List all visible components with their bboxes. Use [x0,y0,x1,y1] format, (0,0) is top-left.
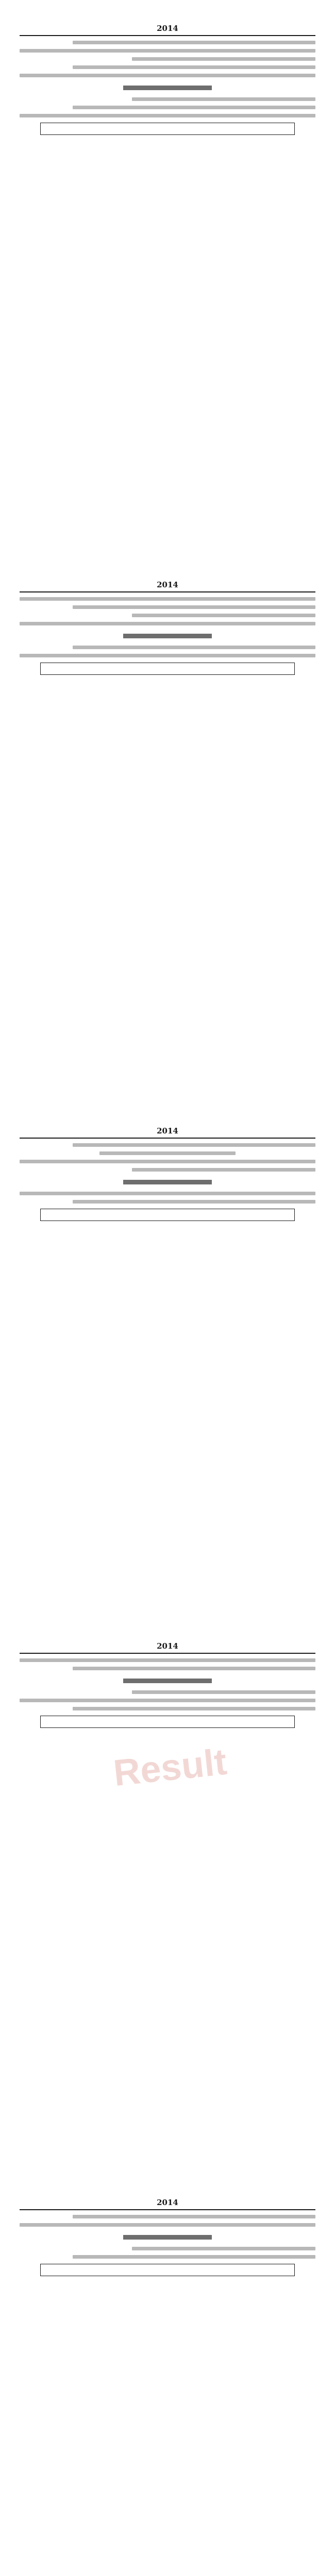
section-subheading [123,1180,212,1184]
section-subheading [123,86,212,90]
divider [20,591,315,592]
session-heading: 2014 [157,2198,178,2207]
question-text-line [20,654,315,657]
question-text-line [20,49,315,53]
question-text-line [73,646,315,649]
question-text-line [132,1168,315,1172]
question-text-line [20,622,315,625]
section-subheading [123,1679,212,1683]
session-heading: 2014 [157,1641,178,1651]
question-text-line [73,1667,315,1670]
session-section [20,1638,315,1733]
question-text-line [73,2255,315,2259]
session-section [20,21,315,140]
session-heading: 2014 [157,1126,178,1136]
session-section [20,577,315,680]
question-text-line [132,57,315,61]
question-text-line [20,1192,315,1195]
divider [20,2209,315,2210]
divider [20,35,315,36]
question-text-line [20,74,315,77]
question-text-line [73,1200,315,1204]
session-heading: 2014 [157,24,178,33]
instruction-box [40,1716,295,1728]
question-text-line [20,597,315,601]
question-text-line [73,106,315,109]
question-text-line [20,1160,315,1163]
question-text-line [73,605,315,609]
question-text-line [132,97,315,101]
divider [20,1653,315,1654]
question-text-line [73,2215,315,2218]
instruction-box [40,2264,295,2276]
instruction-box [40,663,295,675]
question-text-line [20,2223,315,2227]
session-section [20,2195,315,2281]
session-heading: 2014 [157,580,178,589]
watermark-logo: Result [111,1741,229,1794]
question-text-line [132,1690,315,1694]
question-text-line [73,65,315,69]
question-text-line [20,1699,315,1702]
question-text-line [132,614,315,617]
question-text-line [20,1658,315,1662]
question-text-line [20,114,315,117]
question-text-line [73,1143,315,1147]
question-text-line [99,1151,236,1155]
divider [20,1138,315,1139]
question-text-line [73,1707,315,1710]
section-subheading [123,634,212,638]
session-section [20,1123,315,1226]
section-subheading [123,2235,212,2240]
question-text-line [132,2247,315,2250]
instruction-box [40,123,295,135]
question-text-line [73,41,315,44]
instruction-box [40,1209,295,1221]
